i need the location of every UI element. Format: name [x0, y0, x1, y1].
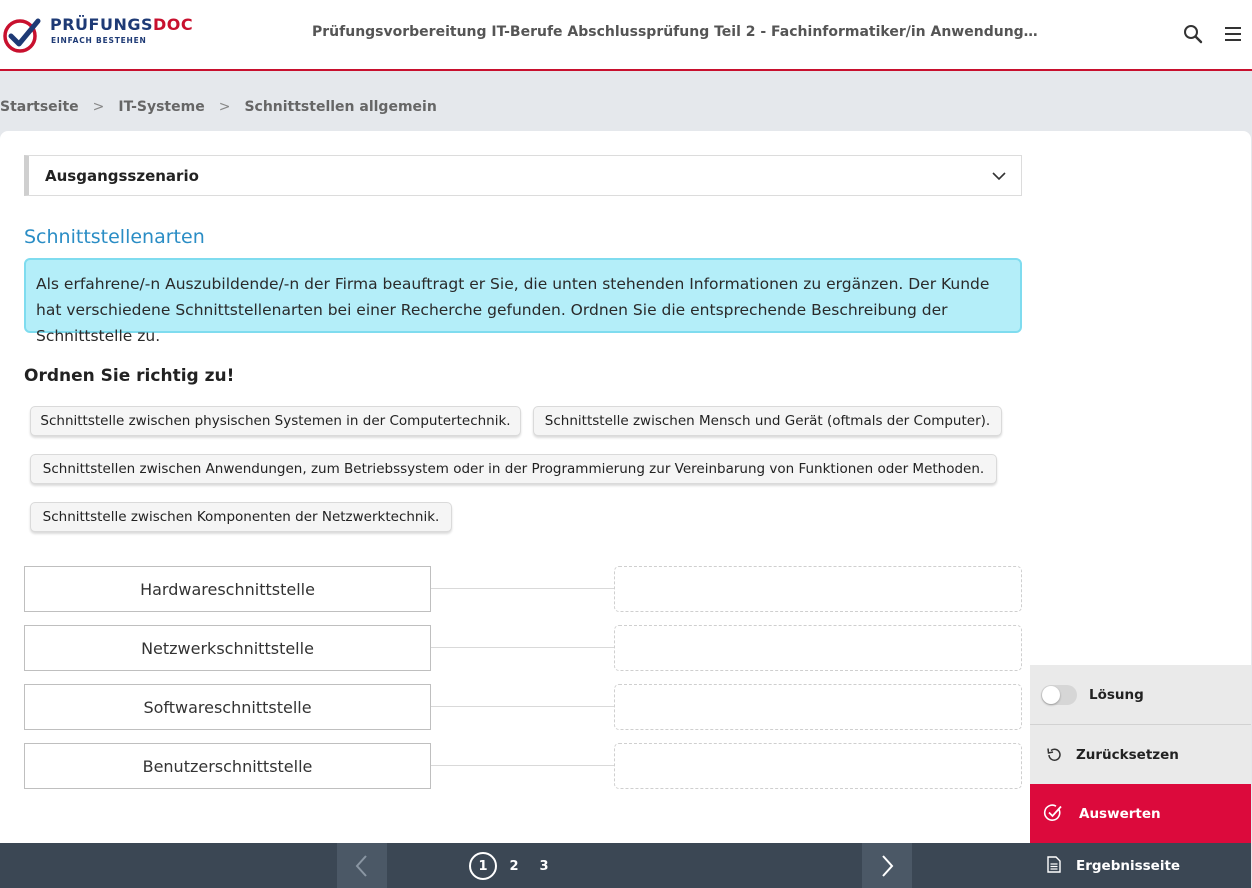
loesung-label: Lösung: [1089, 686, 1144, 703]
loesung-toggle[interactable]: [1041, 685, 1077, 705]
ergebnisseite-label: Ergebnisseite: [1076, 857, 1181, 874]
logo[interactable]: [3, 14, 203, 54]
breadcrumb-separator-icon: >: [92, 99, 105, 115]
drop-zone[interactable]: [614, 566, 1022, 612]
accordion-label: Ausgangsszenario: [45, 166, 199, 185]
term-netzwerkschnittstelle: Netzwerkschnittstelle: [24, 625, 431, 671]
chevron-right-icon: [878, 854, 896, 878]
toggle-knob: [1042, 686, 1060, 704]
drop-zone[interactable]: [614, 743, 1022, 789]
drop-zone[interactable]: [614, 625, 1022, 671]
next-page-button[interactable]: [862, 843, 912, 888]
breadcrumb: [0, 97, 437, 117]
search-icon[interactable]: [1181, 22, 1205, 46]
drag-chip[interactable]: Schnittstelle zwischen Mensch und Gerät (oftmals der Computer).: [533, 406, 1002, 436]
auswerten-label: Auswerten: [1079, 805, 1161, 822]
page-1-button[interactable]: 1: [469, 852, 497, 880]
term-hardwareschnittstelle: Hardwareschnittstelle: [24, 566, 431, 612]
reset-button[interactable]: [1030, 726, 1251, 784]
loesung-toggle-row[interactable]: [1030, 665, 1251, 725]
accordion-ausgangsszenario[interactable]: [24, 155, 1022, 196]
breadcrumb-separator-icon: >: [218, 99, 231, 115]
menu-icon[interactable]: [1221, 22, 1245, 46]
page-3-button[interactable]: 3: [539, 858, 549, 874]
connector-line: [431, 765, 614, 766]
page-title: Prüfungsvorbereitung IT-Berufe Abschlussprüfung Teil 2 - Fachinformatiker/in Anwendung…: [312, 24, 1038, 40]
term-softwareschnittstelle: Softwareschnittstelle: [24, 684, 431, 730]
term-benutzerschnittstelle: Benutzerschnittstelle: [24, 743, 431, 789]
connector-line: [431, 588, 614, 589]
pagination-bar: [0, 843, 1030, 888]
breadcrumb-item-it-systeme[interactable]: IT-Systeme: [118, 99, 205, 115]
drop-zone[interactable]: [614, 684, 1022, 730]
chevron-left-icon: [353, 854, 371, 878]
ergebnisseite-button[interactable]: [1030, 843, 1251, 888]
check-circle-icon: [1043, 803, 1063, 823]
task-title: Ordnen Sie richtig zu!: [24, 366, 235, 386]
document-icon: [1047, 856, 1061, 873]
breadcrumb-item-startseite[interactable]: Startseite: [0, 99, 79, 115]
section-title: Schnittstellenarten: [24, 226, 205, 248]
action-panel: [1030, 665, 1251, 888]
logo-check-icon: [3, 17, 41, 53]
chevron-down-icon: [991, 168, 1007, 184]
breadcrumb-item-current: Schnittstellen allgemein: [244, 99, 437, 115]
auswerten-button[interactable]: [1030, 784, 1251, 843]
connector-line: [431, 706, 614, 707]
drag-chip[interactable]: Schnittstelle zwischen Komponenten der Netzwerktechnik.: [30, 502, 452, 532]
drag-chip[interactable]: Schnittstellen zwischen Anwendungen, zum Betriebssystem oder in der Programmierung zur Vereinbarung von Funktionen oder Methoden.: [30, 454, 997, 484]
info-box: Als erfahrene/-n Auszubildende/-n der Firma beauftragt er Sie, die unten stehenden Informationen zu ergänzen. Der Kunde hat verschiedene Schnittstellenarten bei einer Recherche gefunden. Ordnen Sie die entsprechende Beschreibung der Schnittstelle zu.: [24, 258, 1022, 333]
page-2-button[interactable]: 2: [509, 858, 519, 874]
reset-label: Zurücksetzen: [1076, 747, 1179, 763]
previous-page-button[interactable]: [337, 843, 387, 888]
logo-title: PRÜFUNGSDOC: [50, 15, 194, 34]
logo-subtitle: EINFACH BESTEHEN: [51, 36, 147, 45]
app-header: [0, 0, 1252, 71]
undo-icon: [1045, 746, 1063, 764]
drag-chip[interactable]: Schnittstelle zwischen physischen Systemen in der Computertechnik.: [30, 406, 521, 436]
connector-line: [431, 647, 614, 648]
